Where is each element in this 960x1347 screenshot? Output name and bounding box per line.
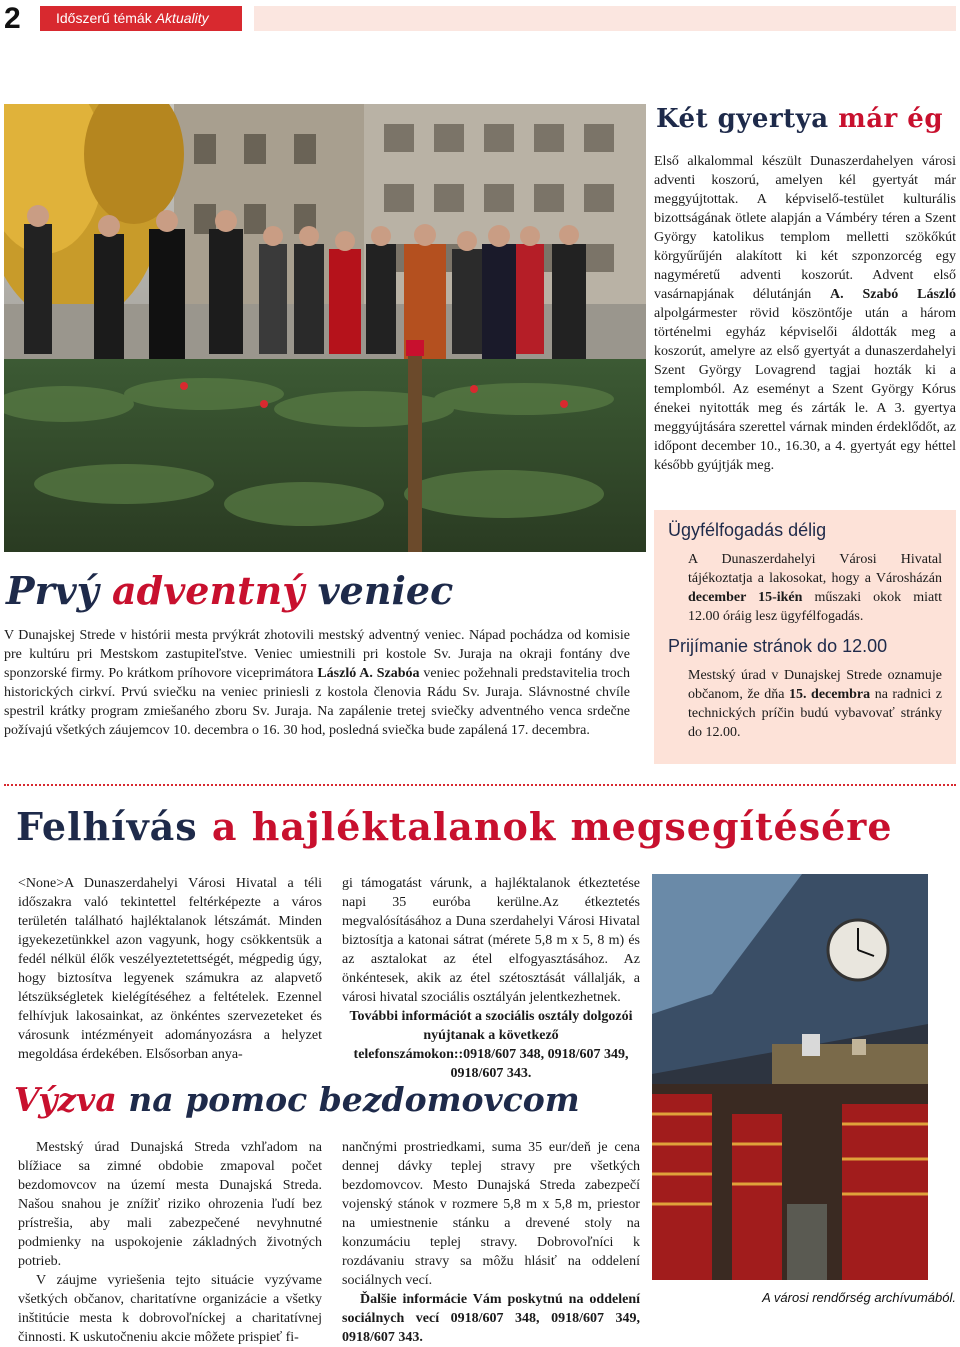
article-sk2-col1-p1: Mestský úrad Dunajská Streda vzhľadom na blížiace sa zimné obdobie zmapoval počet bezdomovcov na území mesta Dunajská Streda. Našou snahou je znížiť riziko ohrozenia ľudí bez prístrešia, aby mali zabezpečené nevyhnutné podmienky na uspokojenie základných životných potrieb. xyxy=(18,1140,322,1269)
article-sk2-col2 xyxy=(342,1138,640,1347)
article-sk2-col1-p2: V záujme vyriešenia tejto situácie vyzývame všetkých občanov, charitatívne organizácie a všetky inštitúcie mesta k dobrovoľníckej a charitatívnej činnosti. K uskutočneniu akcie môžete prispieť fi- xyxy=(18,1273,322,1345)
sidebar-sk-c: na radnici z technických príčin budú vybavovať stránky do 12.00. xyxy=(688,687,943,740)
article-sk1-body xyxy=(4,626,630,740)
article-sk2-col2-p1: nančnými prostriedkami, suma 35 eur/deň je cena dennej dávky teplej stravy pre všetkých bezdomovcov. Mesto Dunajská Streda zabezpečí vojenský stánok v rozmere 5,8 m x 5,8 m, priestor na umiestnenie stánku a drevené stoly na konzumáciu teplej stravy. Dobrovoľníci k rozdávaniu stravy sa môžu hlásiť na oddelení sociálnych vecí. xyxy=(342,1140,640,1288)
article-hu2-contact: További információt a szociális osztály dolgozói nyújtanak a következő telefonszámokon::0918/607 348, 0918/607 349, 0918/607 343. xyxy=(349,1009,633,1081)
article-sk1-p1: V Dunajskej Strede v histórii mesta prvýkrát zhotovili mestský adventný veniec. Nápad pochádza od komisie pre kultúru pri Mestskom zastupiteľstve. Veniec umiestnili pri kostole Sv. Juraja na okraji fontány dve sponzorské firmy. Po krátkom príhovore viceprimátora xyxy=(4,628,630,681)
sidebar-sk-b: 15. decembra xyxy=(789,687,871,702)
article-sk2-col1 xyxy=(18,1138,322,1347)
article-hu2-col2-text: gi támogatást várunk, a hajléktalanok étkeztetése napi 35 euróba kerülne.Az étkeztetés megvalósításához a Duna szerdahelyi Városi Hivatal biztosítja a katonai sátrat (mérete 5,8 m x 5, 8 m) és az asztalokat az étel elfogyasztásához. Az önkéntesek, akik az étel szétosztását vállalják, a városi hivatal szociális osztályán jelentkezhetnek. xyxy=(342,876,640,1005)
rubric-sk: Aktuality xyxy=(155,10,209,26)
headline-part-a: Výzva xyxy=(14,1080,117,1119)
page-number: 2 xyxy=(4,2,21,35)
rubric-hu: Időszerű témák xyxy=(56,10,152,26)
article-hu1-p2: alpolgármester rövid köszöntője után a három történelmi egyház képviselői áldották meg a koszorút, amelyre az első gyertyát a dunaszerdahelyi Szent György Lovagrend tagjai hozták ki a templomból. Az eseményt a Szent György Kórus énekei nyitották meg és zárták le. A 3. gyertya meggyújtására szerettel várnak minden érdeklődőt, az időpont december 10., 16.30, a 4. gyertyát egy héttel később gyújtják meg. xyxy=(654,306,956,473)
article-hu1-body xyxy=(654,152,956,475)
headline-part-a: Felhívás xyxy=(16,804,198,849)
headline-ket-gyertya xyxy=(656,104,943,134)
section-rubric xyxy=(40,6,242,31)
article-sk1-bold: László A. Szabóa xyxy=(317,666,420,681)
headline-felhivas xyxy=(16,804,893,849)
sidebar-sk-a: Mestský úrad v Dunajskej Strede oznamuje občanom, že dňa xyxy=(688,668,942,702)
article-sk2-contact: Ďalšie informácie Vám poskytnú na oddelení sociálnych vecí 0918/607 348, 0918/607 349, 0918/607 343. xyxy=(342,1292,640,1345)
article-sk1-p2: veniec požehnali predstavitelia troch historických cirkví. Prvú sviečku na veniec priniesli z kostola členovia Rádu Sv. Juraja. Slávnostné chvíle spestril krátky program zmiešaného zboru Sv. Juraja. Na zapálenie tretej sviečky adventného venca srdečne požívajú všetkých záujemcov 10. decembra o 16. 30 hod, posledná sviečka bude zapálená 17. decembra. xyxy=(4,666,631,738)
headline-part-b: adventný xyxy=(112,568,305,613)
homeless-shelter-photo xyxy=(652,874,928,1280)
sidebar-text-sk xyxy=(688,666,942,742)
sidebar-text-hu xyxy=(688,550,942,626)
sidebar-heading-sk: Prijímanie stránok do 12.00 xyxy=(668,636,888,656)
photo-caption: A városi rendőrség archívumából. xyxy=(762,1290,956,1305)
article-hu2-col1 xyxy=(18,874,322,1064)
article-hu2-col2 xyxy=(342,874,640,1083)
section-divider xyxy=(4,784,956,786)
sidebar-hu-c: műszaki okok miatt 12.00 óráig lesz ügyfélfogadás. xyxy=(688,590,942,624)
headline-prvy-adventny-veniec xyxy=(6,568,453,613)
article-hu1-bold: A. Szabó László xyxy=(830,287,956,302)
headline-part-c: veniec xyxy=(317,568,454,613)
headline-part-a: Két gyertya xyxy=(656,104,829,134)
office-hours-box xyxy=(654,510,956,764)
headline-part-b: na pomoc bezdomovcom xyxy=(128,1080,580,1119)
headline-vyzva xyxy=(14,1080,580,1119)
headline-part-b: a hajléktalanok megsegítésére xyxy=(211,804,893,849)
headline-part-b: már ég xyxy=(838,104,944,134)
sidebar-hu-b: december 15-ikén xyxy=(688,590,803,605)
sidebar-heading-hu: Ügyfélfogadás délig xyxy=(668,520,827,540)
header-band xyxy=(254,6,956,31)
article-hu1-p1: Első alkalommal készült Dunaszerdahelyen városi adventi koszorú, amelyen kél gyertyát már meggyújtottak. A képviselő-testület kulturális bizottságának ötlete alapján a Vámbéry téren a Szent György katolikus templom melletti szökőkút körgyűrűjén alakított ki két szponzorcég egy nagyméretű adventi koszorút. Advent első vasárnapjának délutánján xyxy=(654,154,956,302)
headline-part-a: Prvý xyxy=(6,568,99,613)
advent-wreath-photo xyxy=(4,104,646,552)
sidebar-hu-a: A Dunaszerdahelyi Városi Hivatal tájékoztatja a lakosokat, hogy a Városházán xyxy=(688,552,942,586)
article-hu2-col1-text: <None>A Dunaszerdahelyi Városi Hivatal a téli időszakra való tekintettel feltérképezte a város területén található hajléktalanok létszámát. Minden igyekezetünkkel azon vagyunk, hogy csökkentsük a fedél nélkül élők veszélyeztetettségét, mégpedig úgy, hogy biztosítva legyenek számukra az alapvető létszükségletek kielégítéséhez a feltételek. Ezennel felhívjuk lakosainkat, az önkéntes szervezeteket és városunk intézményeit adományozásra a helyzet megoldása érdekében. Elsősorban anya- xyxy=(18,876,322,1062)
